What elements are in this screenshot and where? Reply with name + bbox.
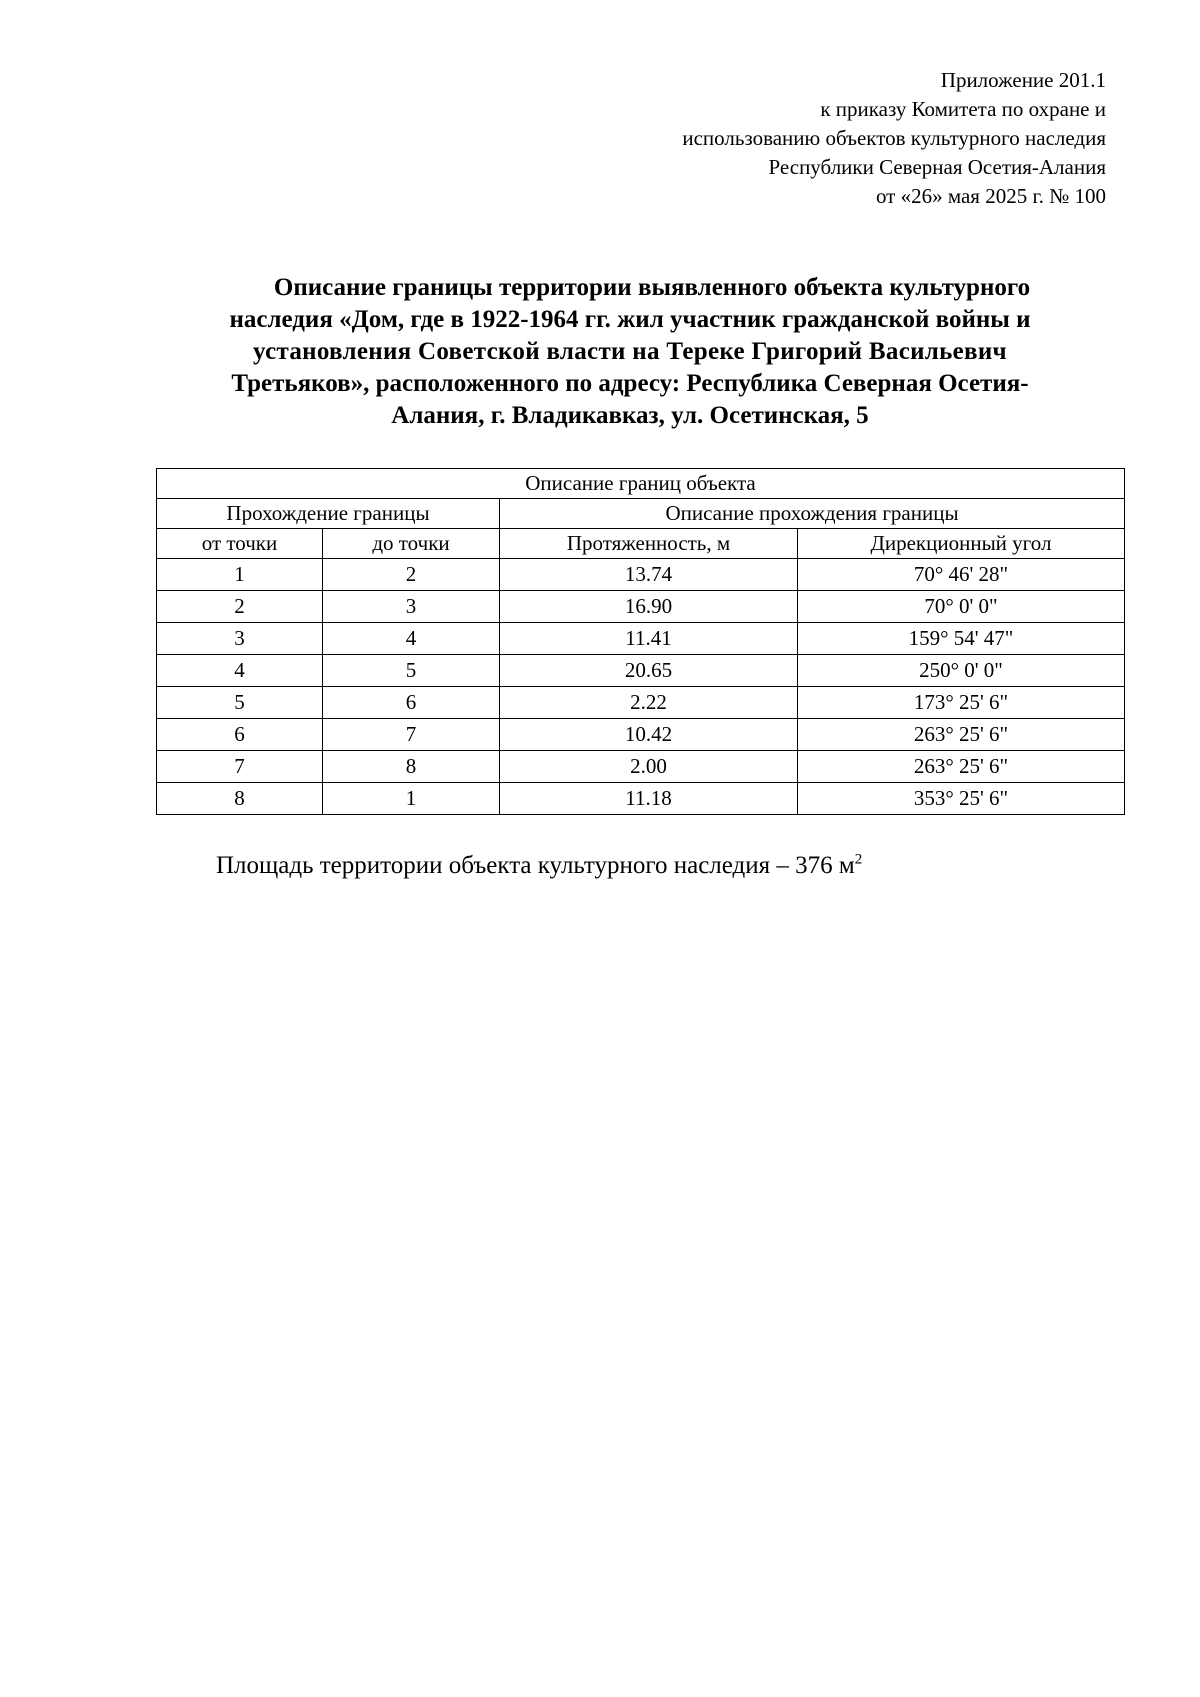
cell-from: 5 bbox=[157, 687, 323, 719]
cell-length: 2.00 bbox=[500, 751, 798, 783]
cell-from: 7 bbox=[157, 751, 323, 783]
cell-angle: 173° 25' 6" bbox=[798, 687, 1125, 719]
cell-angle: 70° 0' 0" bbox=[798, 591, 1125, 623]
cell-to: 8 bbox=[323, 751, 500, 783]
cell-from: 6 bbox=[157, 719, 323, 751]
table-caption: Описание границ объекта bbox=[157, 469, 1125, 499]
column-header-from: от точки bbox=[157, 529, 323, 559]
cell-to: 1 bbox=[323, 783, 500, 815]
cell-length: 2.22 bbox=[500, 687, 798, 719]
cell-from: 8 bbox=[157, 783, 323, 815]
title-line: Третьяков», расположенного по адресу: Республика Северная Осетия- bbox=[231, 370, 1029, 397]
column-header-length: Протяженность, м bbox=[500, 529, 798, 559]
cell-length: 11.41 bbox=[500, 623, 798, 655]
column-header-to: до точки bbox=[323, 529, 500, 559]
cell-from: 4 bbox=[157, 655, 323, 687]
title-line: наследия «Дом, где в 1922-1964 гг. жил участник гражданской войны и bbox=[229, 306, 1031, 333]
cell-to: 2 bbox=[323, 559, 500, 591]
group-header-passage: Прохождение границы bbox=[157, 499, 500, 529]
cell-to: 6 bbox=[323, 687, 500, 719]
cell-angle: 159° 54' 47" bbox=[798, 623, 1125, 655]
cell-length: 13.74 bbox=[500, 559, 798, 591]
cell-length: 16.90 bbox=[500, 591, 798, 623]
appendix-line: к приказу Комитета по охране и bbox=[820, 97, 1106, 121]
cell-angle: 250° 0' 0" bbox=[798, 655, 1125, 687]
cell-angle: 263° 25' 6" bbox=[798, 751, 1125, 783]
table-row bbox=[157, 687, 1125, 719]
area-unit-superscript: 2 bbox=[854, 851, 863, 868]
title-line: Описание границы территории выявленного объекта культурного bbox=[273, 274, 1031, 301]
cell-to: 3 bbox=[323, 591, 500, 623]
table-row bbox=[157, 623, 1125, 655]
appendix-line: использованию объектов культурного наследия bbox=[682, 126, 1106, 150]
cell-from: 3 bbox=[157, 623, 323, 655]
table-row bbox=[157, 783, 1125, 815]
cell-angle: 353° 25' 6" bbox=[798, 783, 1125, 815]
table-row bbox=[157, 751, 1125, 783]
cell-to: 5 bbox=[323, 655, 500, 687]
cell-length: 10.42 bbox=[500, 719, 798, 751]
area-statement bbox=[216, 850, 862, 882]
boundary-table bbox=[156, 468, 1125, 815]
appendix-header bbox=[486, 66, 1106, 211]
document-title bbox=[180, 272, 1080, 432]
appendix-line: Республики Северная Осетия-Алания bbox=[768, 155, 1106, 179]
title-line: установления Советской власти на Тереке Григорий Васильевич bbox=[253, 338, 1007, 365]
appendix-line: Приложение 201.1 bbox=[940, 68, 1106, 92]
table-row bbox=[157, 655, 1125, 687]
appendix-line: от «26» мая 2025 г. № 100 bbox=[875, 184, 1106, 208]
cell-to: 7 bbox=[323, 719, 500, 751]
group-header-description: Описание прохождения границы bbox=[500, 499, 1125, 529]
cell-to: 4 bbox=[323, 623, 500, 655]
column-header-angle: Дирекционный угол bbox=[798, 529, 1125, 559]
cell-length: 11.18 bbox=[500, 783, 798, 815]
table-row bbox=[157, 559, 1125, 591]
cell-angle: 263° 25' 6" bbox=[798, 719, 1125, 751]
cell-from: 2 bbox=[157, 591, 323, 623]
area-text: Площадь территории объекта культурного наследия – 376 м bbox=[216, 852, 855, 879]
cell-angle: 70° 46' 28" bbox=[798, 559, 1125, 591]
table-row bbox=[157, 719, 1125, 751]
title-line: Алания, г. Владикавказ, ул. Осетинская, 5 bbox=[391, 402, 869, 429]
cell-length: 20.65 bbox=[500, 655, 798, 687]
table-row bbox=[157, 591, 1125, 623]
cell-from: 1 bbox=[157, 559, 323, 591]
